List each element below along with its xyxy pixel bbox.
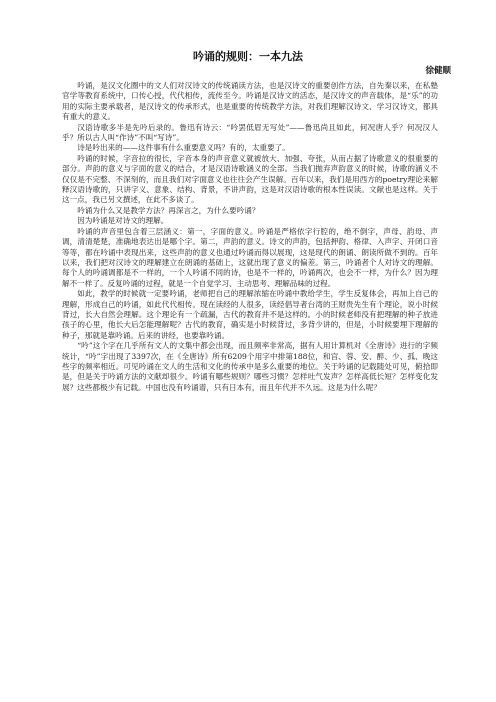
document-title: 吟诵的规则：一本九法 xyxy=(193,50,303,63)
paragraph-4: 吟诵的时候，字音拉的很长，字音本身的声音意义就被放大、加强、夸张，从而占据了诗歌意义的很重要的部分。声韵的意义与字面的意义的结合，才是汉语诗歌涵义的全部。当我们抛弃声韵意义的时候，诗歌的涵义不仅仅是不完整、不深刻的，而且我们对字面意义也往往会产生误解。百年以来，我们是用西方的poetry理论来解释汉语诗歌的，只讲字义、意象、结构、背景，不讲声韵，这是对汉语诗歌的根本性误读。文献也是这样。关于这一点，我已另文撰述，在此不多谈了。 xyxy=(62,153,438,205)
paragraph-5: 吟诵为什么又是教学方法？再深言之，为什么要吟诵？ xyxy=(77,205,260,215)
paragraph-9: “吟”这个字在几乎所有文人的文集中都会出现，而且频率非常高，据有人用计算机对《全唐诗》进行的字频统计，“吟”字出现了3397次，在《全唐诗》所有6209个用字中排第188位，和宫、蓉、安、醉、少、孤、晚这些字的频率相近。可见吟诵在文人的生活和文化的传承中是多么重要的地位。关于吟诵的记载随处可见，俯拾即是，但是关于吟诵方法的文献却很少。吟诵有哪些规则？哪些习惯？怎样吐气发声？怎样高低长短？怎样变化发展？这些都极少有记载。中国也没有吟诵谱，只有日本有，而且年代并不久远。这是为什么呢？ xyxy=(62,341,438,392)
paragraph-6: 因为吟诵是对诗文的理解。 xyxy=(77,216,169,226)
paragraph-7: 吟诵的声音里包含着三层涵义：第一，字面的意义。吟诵是严格依字行腔的，绝不倒字，声母、韵母、声调，清清楚楚，准确地表达出是哪个字。第二，声韵的意义。诗文的声韵，包括押韵、格律、入声字、开闭口音等等，都在吟诵中表现出来，这些声韵的意义也通过吟诵而得以展现，这是现代的朗诵、朗读所做不到的。百年以来，我们把对汉诗文的理解建立在朗诵的基础上，这就出现了意义的偏差。第三，吟诵者个人对诗文的理解。每个人的吟诵调都是不一样的，一个人吟诵不同的诗，也是不一样的，吟诵两次，也会不一样，为什么？因为理解不一样了。反复吟诵的过程，就是一个自觉学习、主动思考、理解品味的过程。 xyxy=(62,226,438,288)
paragraph-3: 诗是吟出来的——这件事有什么重要意义吗？有的，太重要了。 xyxy=(77,143,290,153)
document-body xyxy=(62,81,438,393)
paragraph-1: 吟诵，是汉文化圈中的文人们对汉诗文的传统诵读方法，也是汉诗文的重要创作方法，自先秦以来，在私塾官学等教育系统中，口传心授，代代相传，流传至今。吟诵是汉诗文的活态，是汉诗文的声音载体，是“乐”的功用的实际主要承载者，是汉诗文的传承形式，也是重要的传统教学方法，对我们理解汉诗文、学习汉诗文，都具有重大的意义。 xyxy=(62,81,438,122)
paragraph-8: 如此，教学的时候就一定要吟诵，老师把自己的理解浓缩在吟诵中教给学生，学生反复体会，再加上自己的理解，形成自己的吟诵，如此代代相传。现在读经的人很多，读经倡导者台湾的王财贵先生有个理论，说小时候背过，长大自然会理解。这个理论有一个疏漏，古代的教育并不是这样的。小的时候老师没有把理解的种子放进孩子的心里，他长大后怎能理解呢？古代的教育，确实是小时候背过，多背少讲的，但是，小时候要埋下理解的种子，那就是靠吟诵。后来的讲经，也要靠吟诵。 xyxy=(62,289,438,340)
author-name: 徐健顺 xyxy=(425,66,451,76)
paragraph-2: 汉语诗歌多半是先吟后录的。鲁迅有诗云：“吟罢低眉无写处”——鲁迅尚且如此，何况唐人乎？何况汉人乎？所以古人叫“作诗”不叫“写诗”。 xyxy=(62,122,438,143)
